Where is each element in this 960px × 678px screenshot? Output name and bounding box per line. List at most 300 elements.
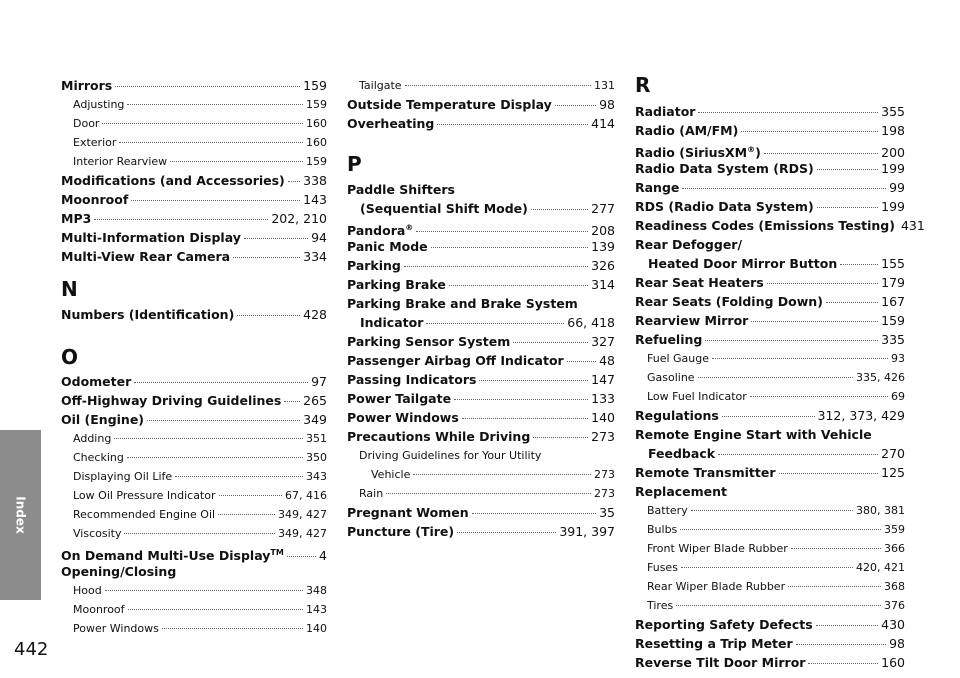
entry-label: Regulations bbox=[635, 408, 719, 423]
leader-dots bbox=[840, 263, 878, 265]
index-entry bbox=[61, 209, 327, 228]
index-entry bbox=[61, 372, 327, 391]
leader-dots bbox=[454, 398, 588, 400]
index-subentry bbox=[635, 349, 905, 368]
entry-label: Resetting a Trip Meter bbox=[635, 636, 793, 651]
index-entry bbox=[61, 76, 327, 95]
leader-dots bbox=[779, 472, 879, 474]
entry-page: 391, 397 bbox=[559, 524, 615, 539]
leader-dots bbox=[817, 206, 878, 208]
leader-dots bbox=[114, 437, 303, 439]
entry-page: 351 bbox=[306, 432, 327, 445]
index-entry bbox=[347, 256, 615, 275]
entry-label: Heated Door Mirror Button bbox=[648, 256, 838, 271]
leader-dots bbox=[722, 415, 815, 417]
index-entry bbox=[635, 121, 905, 140]
index-entry bbox=[61, 305, 327, 324]
entry-page: 160 bbox=[881, 655, 905, 670]
index-entry bbox=[347, 237, 615, 256]
entry-label-text: Radio (SiriusXM bbox=[635, 145, 748, 161]
entry-label: Puncture (Tire) bbox=[347, 524, 455, 539]
entry-label: Parking Brake bbox=[347, 277, 446, 292]
entry-label: Range bbox=[635, 180, 680, 195]
entry-label: Adjusting bbox=[73, 98, 125, 111]
index-subentry bbox=[635, 368, 905, 387]
entry-label: Hood bbox=[73, 584, 102, 597]
leader-dots bbox=[457, 531, 556, 533]
entry-page: 160 bbox=[306, 136, 327, 149]
entry-page: 359 bbox=[884, 523, 905, 536]
index-entry bbox=[635, 330, 905, 349]
leader-dots bbox=[816, 624, 878, 626]
leader-dots bbox=[244, 237, 308, 239]
entry-label: Remote Engine Start with Vehicle bbox=[635, 427, 872, 442]
entry-page: 159 bbox=[881, 313, 905, 328]
entry-page: 277 bbox=[591, 201, 615, 216]
index-entry-continued bbox=[635, 254, 905, 273]
index-entry bbox=[347, 275, 615, 294]
entry-page: 420, 421 bbox=[856, 561, 905, 574]
index-entry bbox=[635, 634, 905, 653]
entry-page: 98 bbox=[889, 636, 905, 651]
entry-label: Moonroof bbox=[61, 192, 129, 207]
entry-label: Fuel Gauge bbox=[647, 352, 710, 365]
leader-dots bbox=[817, 168, 878, 170]
entry-label: Tires bbox=[647, 599, 674, 612]
leader-dots bbox=[102, 122, 303, 124]
entry-label: Remote Transmitter bbox=[635, 465, 776, 480]
entry-page: 349, 427 bbox=[278, 527, 327, 540]
index-subentry-continued bbox=[347, 465, 615, 484]
leader-dots bbox=[287, 555, 316, 557]
leader-dots bbox=[131, 199, 300, 201]
entry-page: 155 bbox=[881, 256, 905, 271]
entry-page: 179 bbox=[881, 275, 905, 290]
entry-page: 143 bbox=[306, 603, 327, 616]
entry-label: Reporting Safety Defects bbox=[635, 617, 813, 632]
entry-page: 314 bbox=[591, 277, 615, 292]
entry-page: 199 bbox=[881, 199, 905, 214]
leader-dots bbox=[105, 589, 303, 591]
leader-dots bbox=[479, 379, 588, 381]
index-subentry bbox=[635, 577, 905, 596]
leader-dots bbox=[705, 339, 878, 341]
index-entry bbox=[347, 370, 615, 389]
leader-dots bbox=[567, 360, 596, 362]
leader-dots bbox=[233, 256, 300, 258]
leader-dots bbox=[712, 357, 888, 359]
entry-page: 265 bbox=[303, 393, 327, 408]
entry-label: Moonroof bbox=[73, 603, 125, 616]
entry-label: Power Windows bbox=[347, 410, 459, 425]
index-subentry bbox=[61, 95, 327, 114]
leader-dots bbox=[449, 284, 588, 286]
entry-label: Multi-Information Display bbox=[61, 230, 241, 245]
entry-label: Tailgate bbox=[359, 79, 402, 92]
index-subentry bbox=[61, 619, 327, 638]
entry-label: Adding bbox=[73, 432, 112, 445]
index-subentry bbox=[635, 558, 905, 577]
index-entry bbox=[635, 178, 905, 197]
entry-page: 93 bbox=[891, 352, 905, 365]
index-entry bbox=[635, 216, 925, 235]
index-entry bbox=[61, 391, 327, 410]
leader-dots bbox=[682, 187, 886, 189]
leader-dots bbox=[124, 532, 275, 534]
entry-page: 348 bbox=[306, 584, 327, 597]
index-entry bbox=[61, 190, 327, 209]
index-entry bbox=[61, 247, 327, 266]
leader-dots bbox=[437, 123, 588, 125]
leader-dots bbox=[426, 322, 564, 324]
entry-label: Refueling bbox=[635, 332, 703, 347]
entry-label: Rearview Mirror bbox=[635, 313, 749, 328]
entry-page: 4 bbox=[319, 548, 327, 564]
leader-dots bbox=[119, 141, 303, 143]
entry-label: Recommended Engine Oil bbox=[73, 508, 216, 521]
index-entry bbox=[347, 503, 615, 522]
leader-dots bbox=[691, 509, 853, 511]
entry-page: 380, 381 bbox=[856, 504, 905, 517]
index-subentry bbox=[61, 152, 327, 171]
leader-dots bbox=[128, 608, 303, 610]
leader-dots bbox=[431, 246, 588, 248]
entry-page: 343 bbox=[306, 470, 327, 483]
entry-label: Pregnant Women bbox=[347, 505, 469, 520]
entry-label: Off-Highway Driving Guidelines bbox=[61, 393, 282, 408]
entry-page: 198 bbox=[881, 123, 905, 138]
entry-page: 338 bbox=[303, 173, 327, 188]
index-subentry bbox=[347, 484, 615, 503]
leader-dots bbox=[386, 492, 591, 494]
entry-page: 35 bbox=[599, 505, 615, 520]
leader-dots bbox=[175, 475, 303, 477]
entry-page: 335, 426 bbox=[856, 371, 905, 384]
index-subentry bbox=[635, 501, 905, 520]
entry-page: 99 bbox=[889, 180, 905, 195]
leader-dots bbox=[127, 103, 303, 105]
entry-label: Low Fuel Indicator bbox=[647, 390, 747, 403]
leader-dots bbox=[808, 662, 878, 664]
index-entry bbox=[347, 522, 615, 541]
entry-page: 97 bbox=[311, 374, 327, 389]
entry-label: Bulbs bbox=[647, 523, 678, 536]
index-entry bbox=[347, 114, 615, 133]
trademark-mark: TM bbox=[270, 548, 284, 557]
entry-label: Modifications (and Accessories) bbox=[61, 173, 285, 188]
entry-page: 199 bbox=[881, 161, 905, 176]
entry-label: RDS (Radio Data System) bbox=[635, 199, 814, 214]
entry-page: 98 bbox=[599, 97, 615, 112]
entry-page: 159 bbox=[303, 78, 327, 93]
entry-label: Oil (Engine) bbox=[61, 412, 145, 427]
index-entry bbox=[635, 653, 905, 672]
index-entry bbox=[635, 197, 905, 216]
entry-label: Panic Mode bbox=[347, 239, 428, 254]
index-entry bbox=[347, 408, 615, 427]
entry-page: 376 bbox=[884, 599, 905, 612]
entry-page: 368 bbox=[884, 580, 905, 593]
leader-dots bbox=[134, 381, 308, 383]
entry-page: 349, 427 bbox=[278, 508, 327, 521]
leader-dots bbox=[751, 320, 878, 322]
entry-label: Odometer bbox=[61, 374, 132, 389]
entry-page: 273 bbox=[594, 487, 615, 500]
leader-dots bbox=[764, 152, 878, 154]
entry-page: 355 bbox=[881, 104, 905, 119]
index-subentry bbox=[635, 520, 905, 539]
index-entry bbox=[347, 427, 615, 446]
leader-dots bbox=[533, 436, 588, 438]
leader-dots bbox=[404, 265, 588, 267]
entry-label: Mirrors bbox=[61, 78, 113, 93]
index-entry-continued bbox=[347, 199, 615, 218]
entry-label: Multi-View Rear Camera bbox=[61, 249, 231, 264]
index-entry bbox=[635, 273, 905, 292]
entry-page: 334 bbox=[303, 249, 327, 264]
entry-page: 326 bbox=[591, 258, 615, 273]
index-entry bbox=[61, 562, 327, 581]
leader-dots bbox=[162, 627, 303, 629]
leader-dots bbox=[796, 643, 886, 645]
index-entry bbox=[347, 294, 615, 313]
index-entry bbox=[635, 235, 905, 254]
entry-label: Readiness Codes (Emissions Testing) bbox=[635, 218, 895, 233]
index-entry-continued bbox=[347, 313, 615, 332]
entry-label: Rear Defogger/ bbox=[635, 237, 743, 252]
entry-label: Gasoline bbox=[647, 371, 695, 384]
entry-label: Driving Guidelines for Your Utility bbox=[359, 449, 542, 462]
entry-label: Opening/Closing bbox=[61, 564, 177, 579]
entry-label-suffix: ) bbox=[755, 145, 761, 161]
entry-label: Low Oil Pressure Indicator bbox=[73, 489, 216, 502]
entry-label: Displaying Oil Life bbox=[73, 470, 173, 483]
leader-dots bbox=[237, 314, 300, 316]
entry-label: Rain bbox=[359, 487, 384, 500]
entry-page: 428 bbox=[303, 307, 327, 322]
index-entry bbox=[347, 332, 615, 351]
index-subentry bbox=[347, 446, 615, 465]
leader-dots bbox=[698, 376, 853, 378]
leader-dots bbox=[718, 453, 878, 455]
entry-page: 66, 418 bbox=[567, 315, 615, 330]
index-entry bbox=[635, 463, 905, 482]
entry-page: 69 bbox=[891, 390, 905, 403]
leader-dots bbox=[741, 130, 878, 132]
entry-label: Parking bbox=[347, 258, 401, 273]
entry-page: 431 bbox=[900, 218, 925, 233]
section-letter-p: P bbox=[347, 152, 362, 176]
leader-dots bbox=[147, 419, 300, 421]
leader-dots bbox=[555, 104, 596, 106]
index-subentry bbox=[61, 505, 327, 524]
entry-label: Passing Indicators bbox=[347, 372, 477, 387]
index-entry bbox=[635, 102, 905, 121]
entry-page: 349 bbox=[303, 412, 327, 427]
entry-page: 327 bbox=[591, 334, 615, 349]
index-entry bbox=[347, 95, 615, 114]
entry-label: Battery bbox=[647, 504, 688, 517]
side-tab-label: Index bbox=[13, 496, 28, 534]
index-subentry bbox=[347, 76, 615, 95]
leader-dots bbox=[413, 473, 591, 475]
leader-dots bbox=[680, 528, 881, 530]
entry-page: 202, 210 bbox=[271, 211, 327, 226]
entry-page: 208 bbox=[591, 223, 615, 239]
entry-page: 131 bbox=[594, 79, 615, 92]
index-subentry bbox=[635, 539, 905, 558]
index-entry bbox=[61, 410, 327, 429]
entry-page: 167 bbox=[881, 294, 905, 309]
entry-page: 312, 373, 429 bbox=[817, 408, 905, 423]
index-entry bbox=[635, 425, 905, 444]
section-letter-o: O bbox=[61, 345, 79, 369]
entry-page: 133 bbox=[591, 391, 615, 406]
index-subentry bbox=[61, 448, 327, 467]
index-side-tab bbox=[0, 430, 41, 600]
leader-dots bbox=[750, 395, 888, 397]
leader-dots bbox=[462, 417, 588, 419]
entry-page: 140 bbox=[591, 410, 615, 425]
index-entry bbox=[61, 228, 327, 247]
section-letter-r: R bbox=[635, 73, 651, 97]
index-entry bbox=[635, 159, 905, 178]
page-number: 442 bbox=[14, 639, 49, 660]
entry-page: 159 bbox=[306, 98, 327, 111]
index-subentry bbox=[61, 486, 327, 505]
entry-label: MP3 bbox=[61, 211, 92, 226]
leader-dots bbox=[284, 400, 300, 402]
leader-dots bbox=[767, 282, 878, 284]
index-subentry bbox=[635, 387, 905, 406]
entry-label: Parking Sensor System bbox=[347, 334, 511, 349]
entry-label: Front Wiper Blade Rubber bbox=[647, 542, 788, 555]
entry-label: Paddle Shifters bbox=[347, 182, 455, 197]
leader-dots bbox=[218, 513, 275, 515]
index-entry bbox=[635, 311, 905, 330]
index-subentry bbox=[61, 114, 327, 133]
entry-page: 48 bbox=[599, 353, 615, 368]
index-subentry bbox=[61, 600, 327, 619]
entry-label: Radiator bbox=[635, 104, 696, 119]
entry-page: 350 bbox=[306, 451, 327, 464]
leader-dots bbox=[115, 85, 300, 87]
index-subentry bbox=[635, 596, 905, 615]
entry-page: 139 bbox=[591, 239, 615, 254]
leader-dots bbox=[788, 585, 881, 587]
leader-dots bbox=[676, 604, 881, 606]
entry-label: Radio (AM/FM) bbox=[635, 123, 739, 138]
index-entry bbox=[61, 171, 327, 190]
entry-label: Precautions While Driving bbox=[347, 429, 531, 444]
entry-label: Power Tailgate bbox=[347, 391, 452, 406]
leader-dots bbox=[826, 301, 878, 303]
entry-label: Reverse Tilt Door Mirror bbox=[635, 655, 806, 670]
entry-label: Overheating bbox=[347, 116, 435, 131]
entry-label: Passenger Airbag Off Indicator bbox=[347, 353, 564, 368]
index-entry bbox=[347, 389, 615, 408]
entry-page: 160 bbox=[306, 117, 327, 130]
leader-dots bbox=[513, 341, 588, 343]
leader-dots bbox=[698, 111, 878, 113]
entry-label: Power Windows bbox=[73, 622, 159, 635]
leader-dots bbox=[288, 180, 300, 182]
entry-label: Replacement bbox=[635, 484, 728, 499]
entry-page: 366 bbox=[884, 542, 905, 555]
entry-page: 414 bbox=[591, 116, 615, 131]
entry-label: Rear Wiper Blade Rubber bbox=[647, 580, 786, 593]
entry-page: 67, 416 bbox=[285, 489, 327, 502]
entry-label: Feedback bbox=[648, 446, 716, 461]
section-letter-n: N bbox=[61, 277, 78, 301]
leader-dots bbox=[219, 494, 282, 496]
leader-dots bbox=[681, 566, 853, 568]
entry-label: Radio Data System (RDS) bbox=[635, 161, 814, 176]
entry-page: 94 bbox=[311, 230, 327, 245]
index-entry bbox=[347, 180, 615, 199]
entry-label: Fuses bbox=[647, 561, 678, 574]
entry-page: 335 bbox=[881, 332, 905, 347]
entry-label: Door bbox=[73, 117, 100, 130]
index-entry bbox=[635, 292, 905, 311]
entry-label: Vehicle bbox=[371, 468, 411, 481]
entry-page: 125 bbox=[881, 465, 905, 480]
entry-label: Outside Temperature Display bbox=[347, 97, 552, 112]
entry-page: 200 bbox=[881, 145, 905, 161]
entry-label: Viscosity bbox=[73, 527, 122, 540]
entry-label: Interior Rearview bbox=[73, 155, 168, 168]
index-entry bbox=[635, 406, 905, 425]
index-entry-continued bbox=[635, 444, 905, 463]
index-subentry bbox=[61, 467, 327, 486]
entry-page: 147 bbox=[591, 372, 615, 387]
entry-label: Numbers (Identification) bbox=[61, 307, 235, 322]
leader-dots bbox=[94, 218, 268, 220]
entry-label: Rear Seat Heaters bbox=[635, 275, 764, 290]
leader-dots bbox=[791, 547, 881, 549]
index-subentry bbox=[61, 133, 327, 152]
index-subentry bbox=[61, 429, 327, 448]
entry-label: Exterior bbox=[73, 136, 117, 149]
entry-label: Indicator bbox=[360, 315, 424, 330]
entry-label-text: On Demand Multi-Use Display bbox=[61, 548, 271, 564]
entry-page: 270 bbox=[881, 446, 905, 461]
index-subentry bbox=[61, 581, 327, 600]
entry-label: Parking Brake and Brake System bbox=[347, 296, 578, 311]
leader-dots bbox=[472, 512, 596, 514]
index-entry bbox=[635, 482, 905, 501]
entry-label: (Sequential Shift Mode) bbox=[360, 201, 528, 216]
entry-page: 273 bbox=[591, 429, 615, 444]
leader-dots bbox=[127, 456, 303, 458]
entry-page: 143 bbox=[303, 192, 327, 207]
entry-page: 273 bbox=[594, 468, 615, 481]
entry-page: 430 bbox=[881, 617, 905, 632]
leader-dots bbox=[405, 84, 591, 86]
registered-mark: ® bbox=[747, 145, 756, 154]
leader-dots bbox=[416, 230, 588, 232]
entry-label: Checking bbox=[73, 451, 124, 464]
registered-mark: ® bbox=[405, 223, 414, 232]
leader-dots bbox=[531, 208, 588, 210]
index-subentry bbox=[61, 524, 327, 543]
index-entry bbox=[635, 615, 905, 634]
leader-dots bbox=[170, 160, 303, 162]
entry-page: 159 bbox=[306, 155, 327, 168]
index-entry bbox=[347, 351, 615, 370]
entry-label: Rear Seats (Folding Down) bbox=[635, 294, 823, 309]
entry-label-text: Pandora bbox=[347, 223, 406, 239]
